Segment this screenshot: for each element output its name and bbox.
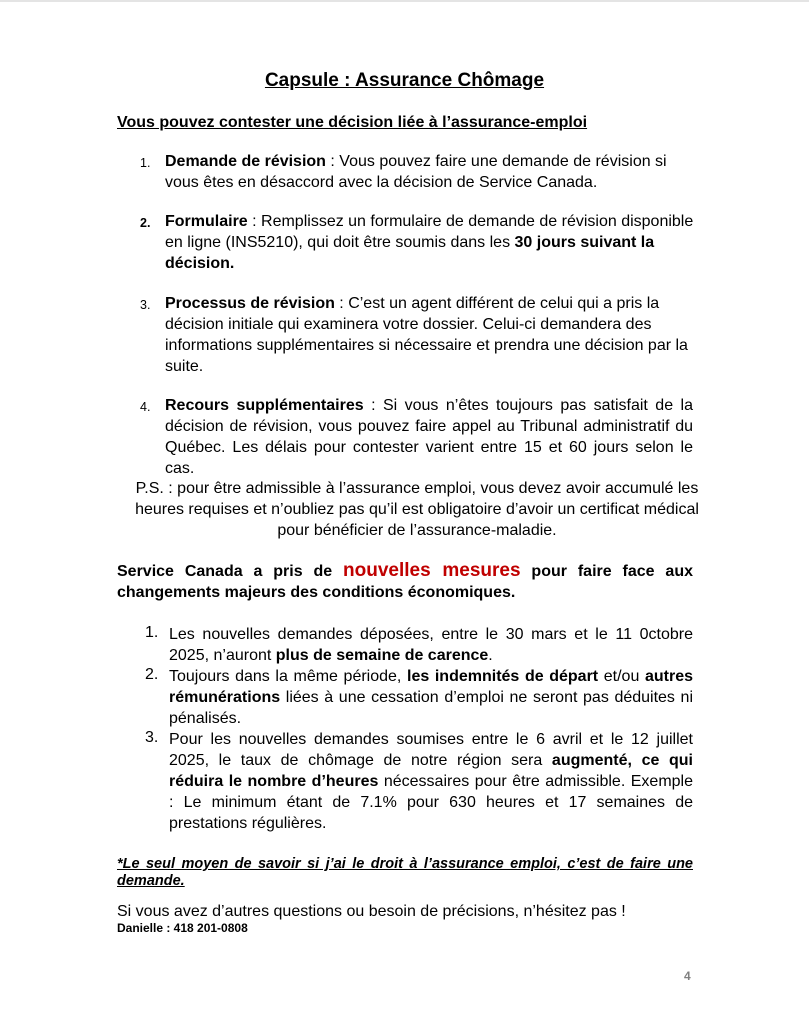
- step-3-text: [165, 293, 695, 377]
- page-title: Capsule : Assurance Chômage: [264, 70, 545, 91]
- page-top-border: [0, 0, 809, 2]
- measure-emphasis: plus de semaine de carence: [275, 647, 489, 664]
- step-label: Demande de révision: [165, 153, 326, 170]
- measure-2-text: [169, 666, 693, 729]
- measure-number: 3.: [145, 729, 159, 746]
- step-label: Recours supplémentaires: [165, 397, 364, 414]
- step-4-text: [165, 395, 693, 479]
- measures-highlight: nouvelles mesures: [343, 560, 521, 581]
- measures-intro: [117, 560, 693, 603]
- measure-number: 1.: [145, 624, 159, 641]
- measure-body: Pour les nouvelles demandes soumises entre le 6 avril et le 12 juillet 2025, le taux de chômage de notre région sera: [169, 731, 693, 769]
- measure-body: liées à une cessation d’emploi ne seront pas déduites ni pénalisés.: [169, 689, 693, 727]
- measure-body: nécessaires pour être admissible. Exemple : Le minimum étant de 7.1% pour 630 heures et 17 semaines de prestations régulières.: [169, 773, 693, 832]
- postscript: P.S. : pour être admissible à l’assurance emploi, vous devez avoir accumulé les heures requises et n’oubliez pas qu’il est obligatoire d’avoir un certificat médical pour bénéficier de l’assurance-maladie.: [135, 480, 699, 539]
- important-note: *Le seul moyen de savoir si j’ai le droit à l’assurance emploi, c’est de faire une demande.: [117, 856, 693, 889]
- measure-emphasis: augmenté, ce qui réduira le nombre d’heures: [169, 752, 693, 790]
- measure-body: Les nouvelles demandes déposées, entre le 30 mars et le 11 0ctobre 2025, n’auront: [169, 626, 693, 664]
- step-number: 3.: [140, 298, 151, 312]
- step-body: : Remplissez un formulaire de demande de révision disponible en ligne (INS5210), qui doit être soumis dans les: [165, 213, 694, 251]
- step-body: : Si vous n’êtes toujours pas satisfait de la décision de révision, vous pouvez faire appel au Tribunal administratif du Québec. Les délais pour contester varient entre 15 et 60 jours selon le cas.: [165, 397, 693, 477]
- contact-line: Si vous avez d’autres questions ou besoin de précisions, n’hésitez pas !: [117, 903, 626, 920]
- step-number: 1.: [140, 156, 151, 170]
- step-body: : Vous pouvez faire une demande de révision si vous êtes en désaccord avec la décision de Service Canada.: [165, 153, 667, 191]
- measure-emphasis: autres rémunérations: [169, 668, 693, 706]
- section-heading: Vous pouvez contester une décision liée à l’assurance-emploi: [117, 114, 588, 131]
- step-label: Formulaire: [165, 213, 248, 230]
- measure-body: et/ou: [598, 668, 645, 685]
- step-label: Processus de révision: [165, 295, 335, 312]
- step-2-text: [165, 211, 695, 274]
- measure-emphasis: les indemnités de départ: [407, 668, 599, 685]
- measure-1-text: [169, 624, 693, 666]
- measures-before: Service Canada a pris de: [117, 563, 344, 580]
- measure-body: .: [488, 647, 493, 664]
- measure-3-text: [169, 729, 693, 834]
- measures-after: pour faire face aux changements majeurs des conditions économiques.: [117, 563, 693, 601]
- page-number: 4: [684, 969, 691, 983]
- step-1-text: [165, 151, 695, 193]
- step-deadline: 30 jours suivant la décision.: [165, 234, 655, 272]
- step-number: 2.: [140, 216, 151, 230]
- contact-signature: Danielle : 418 201-0808: [117, 921, 248, 935]
- measure-number: 2.: [145, 666, 159, 683]
- measure-body: Toujours dans la même période,: [169, 668, 407, 685]
- step-body: : C’est un agent différent de celui qui a pris la décision initiale qui examinera votre dossier. Celui-ci demandera des informations supplémentaires si nécessaire et prendra une décision par la suite.: [165, 295, 688, 375]
- step-number: 4.: [140, 400, 151, 414]
